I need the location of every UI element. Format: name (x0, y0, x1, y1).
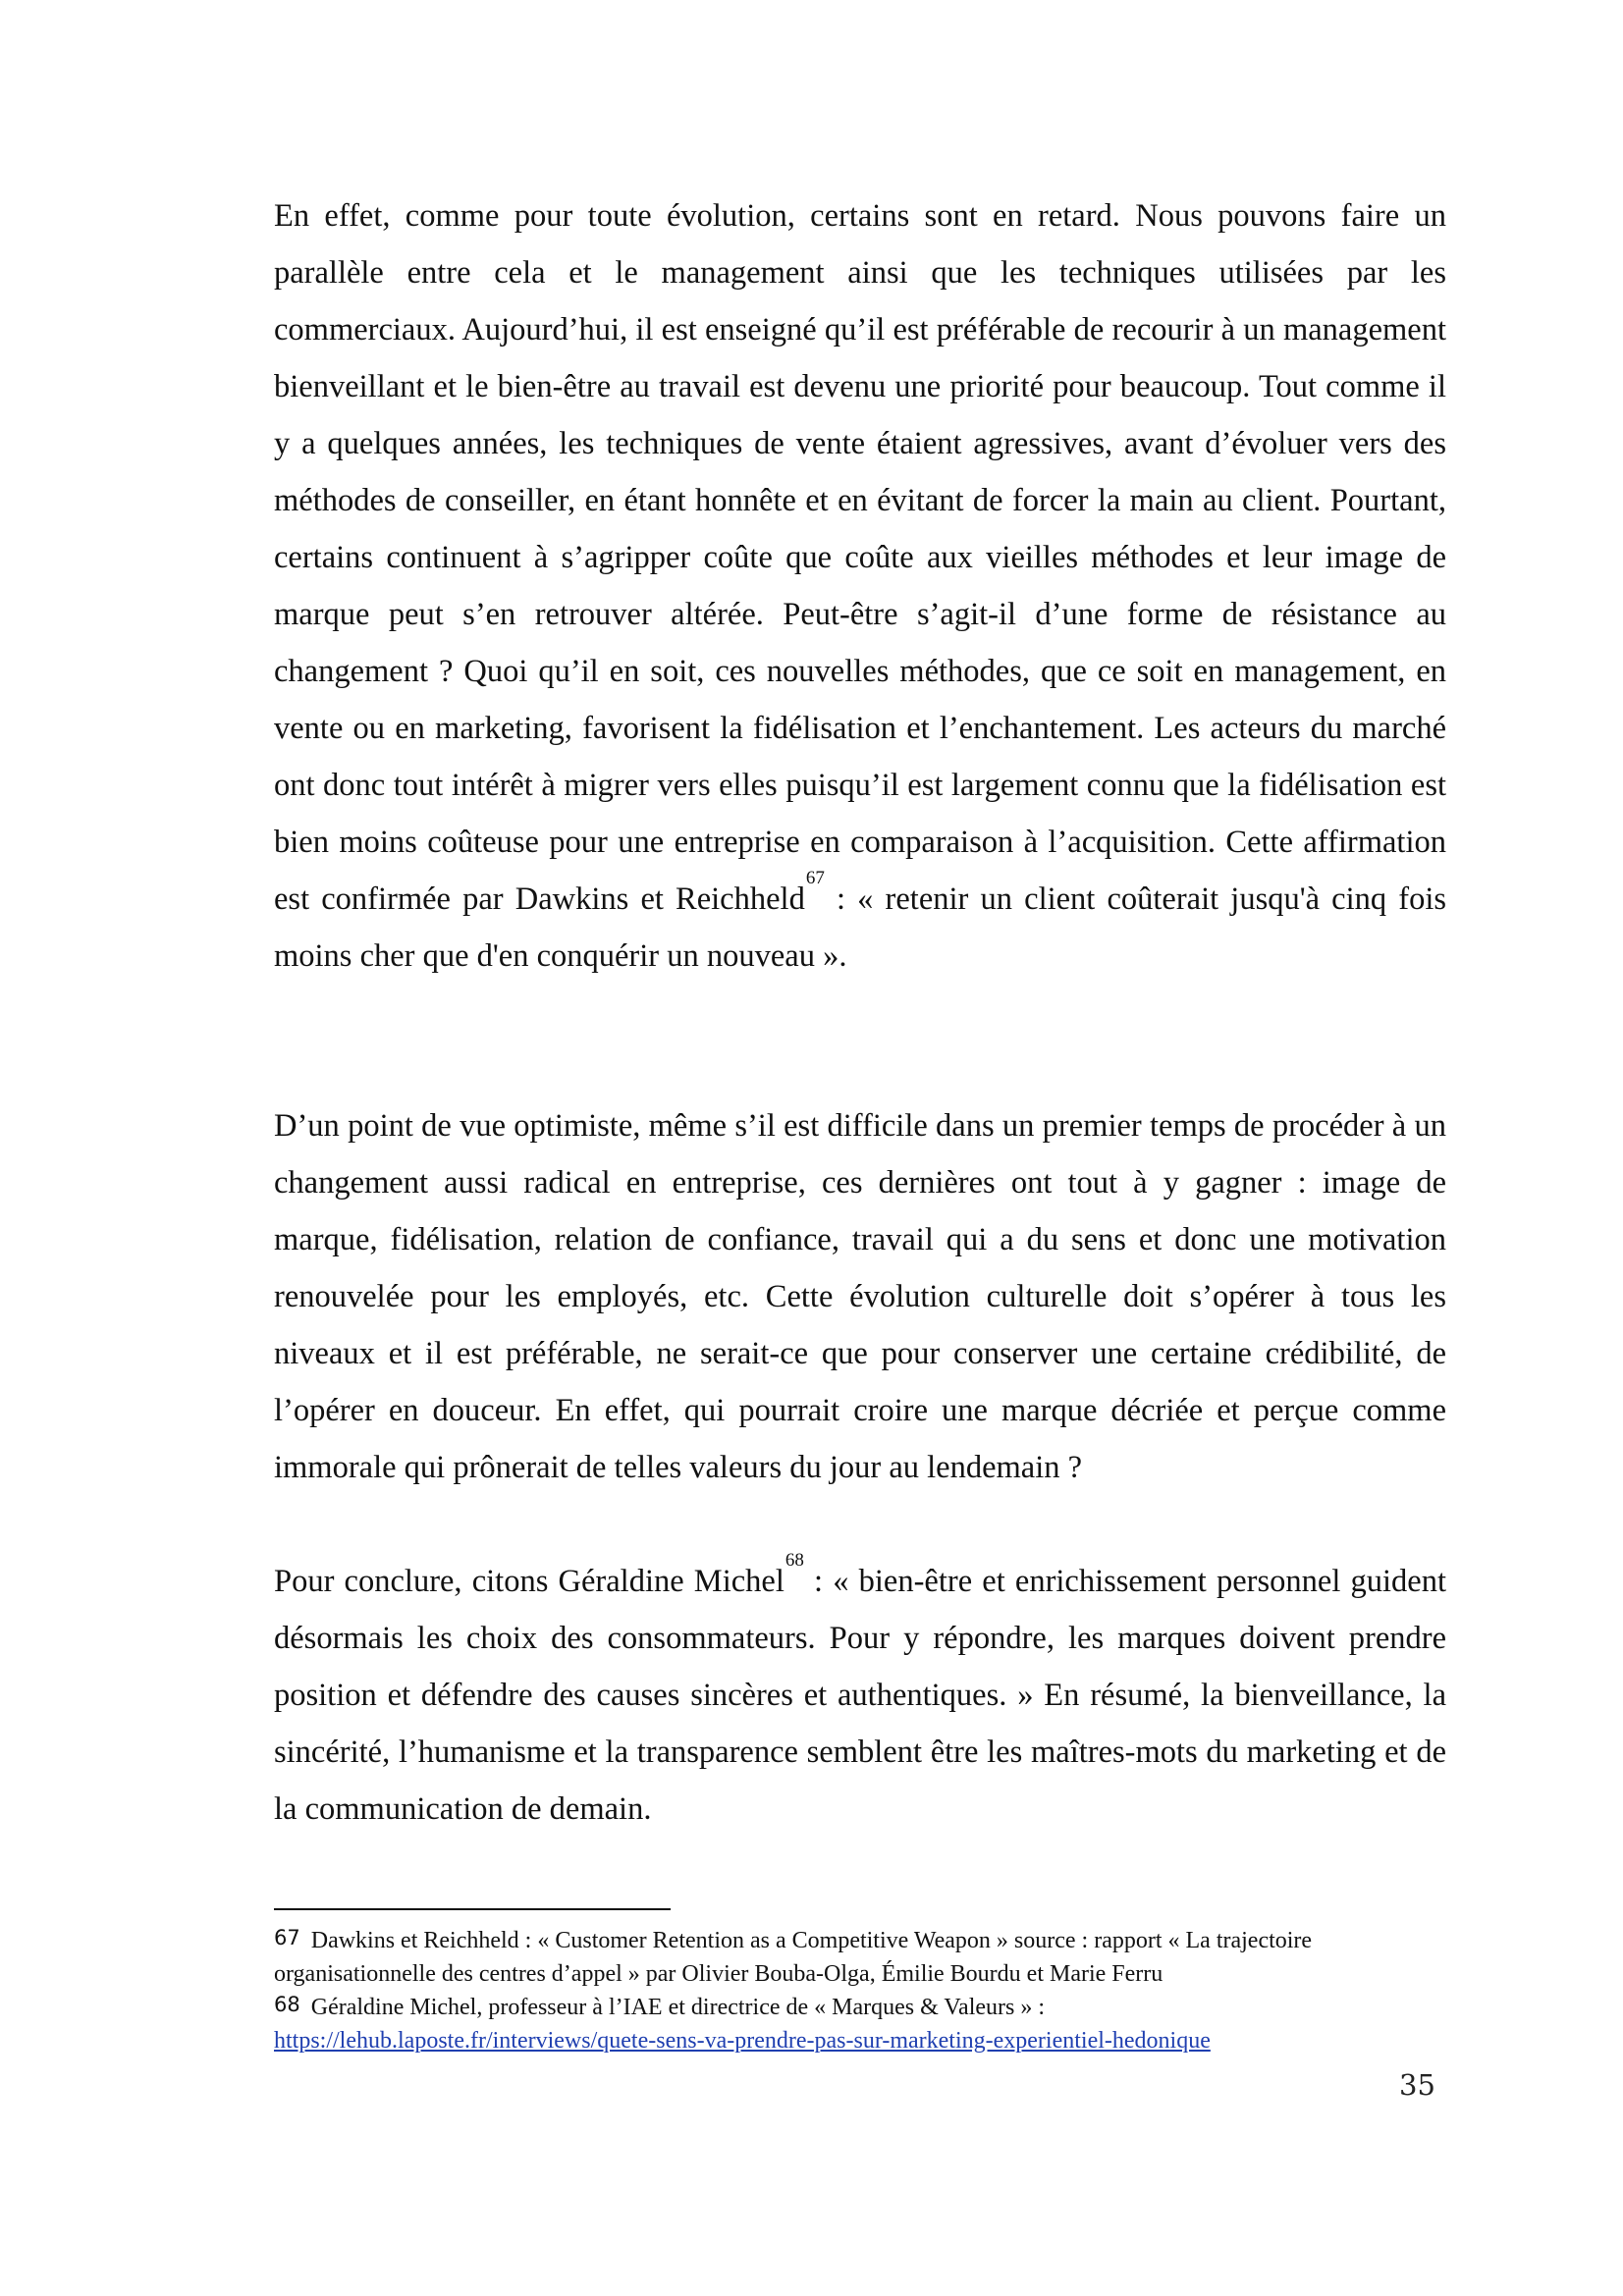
paragraph-1-text: En effet, comme pour toute évolution, certains sont en retard. Nous pouvons faire un parallèle entre cela et le management ainsi que les techniques utilisées par les commerciaux. Aujourd’hui, il est enseigné qu’il est préférable de recourir à un management bienveillant et le bien-être au travail est devenu une priorité pour beaucoup. Tout comme il y a quelques années, les techniques de vente étaient agressives, avant d’évoluer vers des méthodes de conseiller, en étant honnête et en évitant de forcer la main au client. Pourtant, certains continuent à s’agripper coûte que coûte aux vieilles méthodes et leur image de marque peut s’en retrouver altérée. Peut-être s’agit-il d’une forme de résistance au changement ? Quoi qu’il en soit, ces nouvelles méthodes, que ce soit en management, en vente ou en marketing, favorisent la fidélisation et l’enchantement. Les acteurs du marché ont donc tout intérêt à migrer vers elles puisqu’il est largement connu que la fidélisation est bien moins coûteuse pour une entreprise en comparaison à l’acquisition. Cette affirmation est confirmée par Dawkins et Reichheld (274, 198, 1446, 917)
footnotes (274, 1924, 1462, 2057)
paragraph-1-text-end: : « retenir un client coûterait jusqu'à cinq fois moins cher que d'en conquérir un nouveau ». (274, 881, 1447, 974)
footnote-68 (274, 1991, 1462, 2057)
paragraph-3 (274, 1550, 1446, 1838)
footnote-number: 68 (274, 1993, 300, 2016)
paragraph-3-text-end: : « bien-être et enrichissement personnel guident désormais les choix des consommateurs. Pour y répondre, les marques doivent prendre position et défendre des causes sincères et authentiques. » En résumé, la bienveillance, la sincérité, l’humanisme et la transparence semblent être les maîtres-mots du marketing et de la communication de demain. (274, 1564, 1446, 1827)
paragraph-2: D’un point de vue optimiste, même s’il est difficile dans un premier temps de procéder à un changement aussi radical en entreprise, ces dernières ont tout à y gagner : image de marque, fidélisation, relation de confiance, travail qui a du sens et donc une motivation renouvelée pour les employés, etc. Cette évolution culturelle doit s’opérer à tous les niveaux et il est préférable, ne serait-ce que pour conserver une certaine crédibilité, de l’opérer en douceur. En effet, qui pourrait croire une marque décriée et perçue comme immorale qui prônerait de telles valeurs du jour au lendemain ? (274, 1108, 1446, 1485)
footnote-text: Dawkins et Reichheld : « Customer Retention as a Competitive Weapon » source : rapport « La trajectoire organisationnelle des centres d’appel » par Olivier Bouba-Olga, Émilie Bourdu et Marie Ferru (274, 1928, 1313, 1987)
paragraph-3-text: Pour conclure, citons Géraldine Michel (274, 1564, 784, 1599)
footnote-separator (274, 1908, 671, 1910)
footnote-67 (274, 1924, 1462, 1991)
footnote-text: Géraldine Michel, professeur à l’IAE et directrice de « Marques & Valeurs » : (310, 1995, 1046, 2020)
footnote-ref-68[interactable]: 68 (784, 1550, 804, 1572)
footnote-number: 67 (274, 1926, 300, 1949)
footnote-link[interactable]: https://lehub.laposte.fr/interviews/quete-sens-va-prendre-pas-sur-marketing-experientiel-hedonique (274, 2028, 1211, 2054)
footnote-ref-67[interactable]: 67 (805, 868, 825, 889)
paragraph-1 (274, 187, 1446, 985)
page-number: 35 (1399, 2068, 1435, 2102)
